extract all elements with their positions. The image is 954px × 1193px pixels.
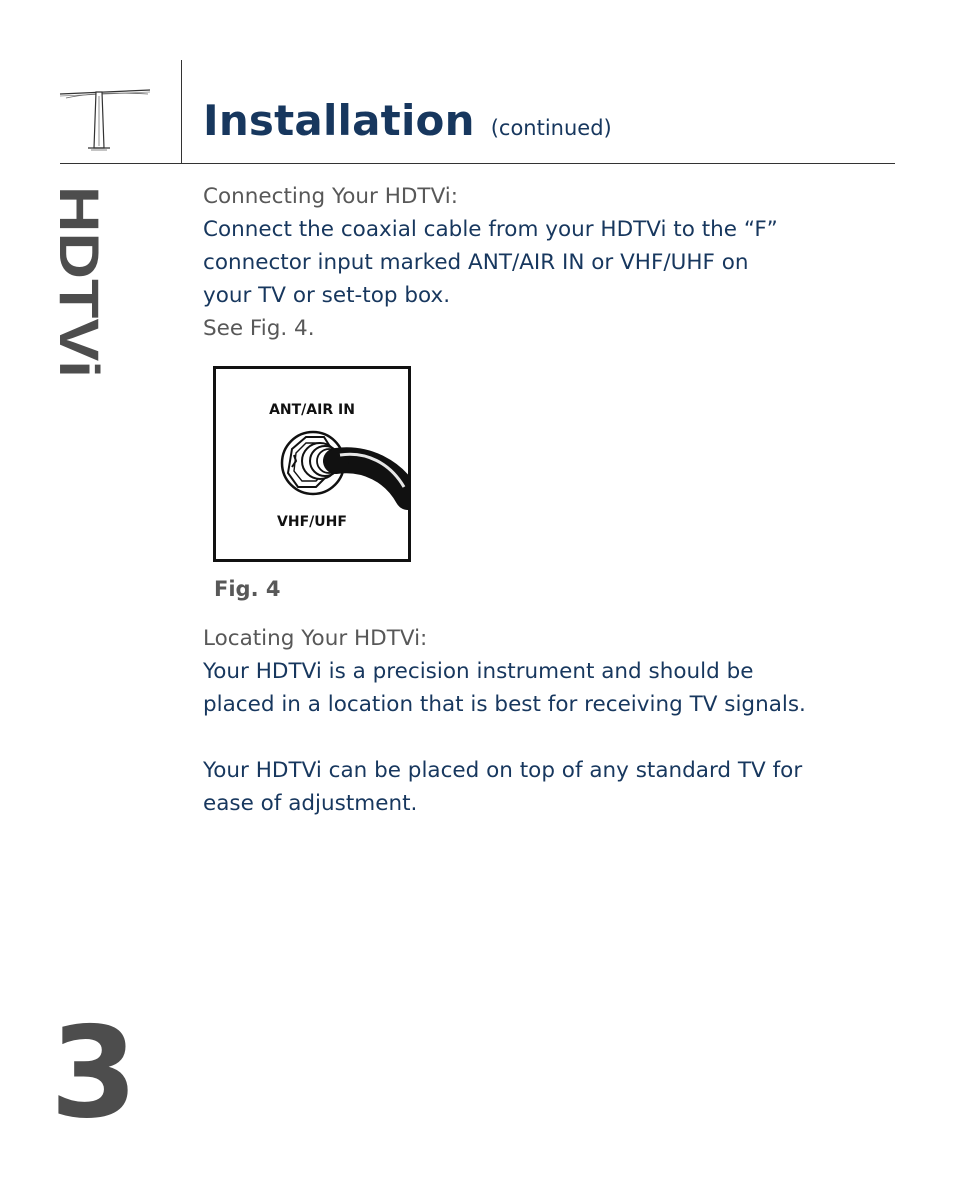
figure-label-vhf-uhf: VHF/UHF bbox=[277, 514, 347, 530]
page-title: Installation bbox=[203, 96, 475, 145]
body-line: Your HDTVi is a precision instrument and should be bbox=[203, 659, 754, 684]
figure-caption: Fig. 4 bbox=[214, 577, 281, 601]
header-horizontal-divider bbox=[60, 163, 895, 164]
section-heading-locating: Locating Your HDTVi: bbox=[203, 626, 428, 651]
page-header bbox=[203, 96, 612, 145]
side-brand-text: HDTVi bbox=[48, 186, 111, 353]
paragraph-spacer bbox=[203, 721, 893, 754]
section-connecting bbox=[203, 180, 893, 345]
section-heading-connecting: Connecting Your HDTVi: bbox=[203, 184, 459, 209]
body-line: connector input marked ANT/AIR IN or VHF/UHF on bbox=[203, 250, 749, 275]
figure-4 bbox=[213, 366, 411, 562]
antenna-logo-icon bbox=[58, 86, 152, 152]
body-line: placed in a location that is best for receiving TV signals. bbox=[203, 692, 806, 717]
body-line: your TV or set-top box. bbox=[203, 283, 451, 308]
body-line: ease of adjustment. bbox=[203, 791, 418, 816]
coax-connector-illustration bbox=[216, 369, 408, 559]
see-fig-reference: See Fig. 4. bbox=[203, 316, 315, 341]
side-brand-label bbox=[48, 186, 114, 382]
figure-label-ant-air-in: ANT/AIR IN bbox=[269, 402, 355, 418]
page-number: 3 bbox=[50, 999, 138, 1146]
header-vertical-divider bbox=[181, 60, 182, 164]
body-line: Your HDTVi can be placed on top of any standard TV for bbox=[203, 758, 803, 783]
page-subtitle: (continued) bbox=[490, 116, 612, 140]
body-line: Connect the coaxial cable from your HDTVi to the “F” bbox=[203, 217, 778, 242]
section-locating bbox=[203, 622, 893, 820]
